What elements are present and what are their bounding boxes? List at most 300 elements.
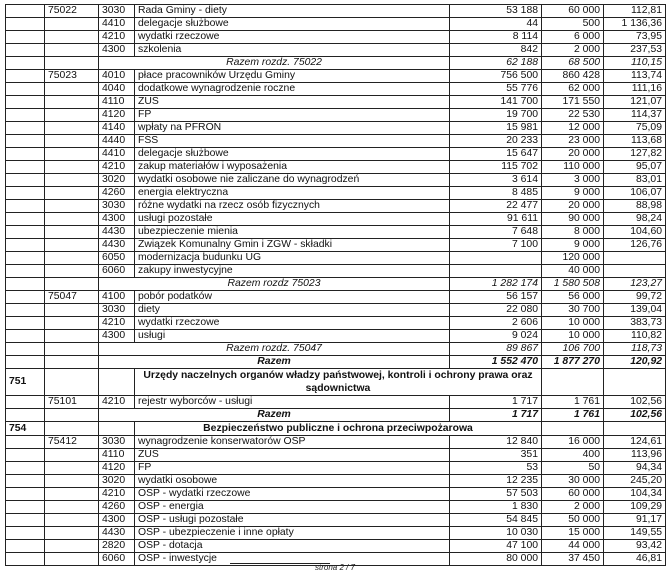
description-cell: ubezpieczenie mienia [135, 226, 450, 239]
division-cell [6, 291, 45, 304]
plan-cell: 2 000 [542, 44, 604, 57]
division-total-row [6, 356, 666, 369]
index-cell: 245,20 [604, 475, 666, 488]
paragraph-cell: 4410 [99, 18, 135, 31]
chapter-cell [45, 83, 99, 96]
plan-cell: 20 000 [542, 200, 604, 213]
paragraph-cell: 4300 [99, 330, 135, 343]
table-row [6, 18, 666, 31]
division-cell [6, 449, 45, 462]
execution-cell: 756 500 [450, 70, 542, 83]
table-row [6, 174, 666, 187]
total-label: Razem [99, 409, 450, 422]
paragraph-cell: 4210 [99, 396, 135, 409]
division-cell [6, 436, 45, 449]
table-row [6, 83, 666, 96]
paragraph-cell: 4430 [99, 226, 135, 239]
division-cell [6, 174, 45, 187]
table-row [6, 501, 666, 514]
table-row [6, 31, 666, 44]
description-cell: płace pracowników Urzędu Gminy [135, 70, 450, 83]
index-cell: 110,15 [604, 57, 666, 70]
execution-cell: 3 614 [450, 174, 542, 187]
execution-cell: 141 700 [450, 96, 542, 109]
description-cell: diety [135, 304, 450, 317]
division-cell [6, 343, 45, 356]
division-cell [6, 31, 45, 44]
chapter-cell [45, 148, 99, 161]
plan-cell: 30 700 [542, 304, 604, 317]
paragraph-cell: 4300 [99, 44, 135, 57]
chapter-cell [45, 265, 99, 278]
paragraph-cell: 4260 [99, 187, 135, 200]
index-cell: 94,34 [604, 462, 666, 475]
budget-table-body [6, 5, 666, 566]
chapter-cell [45, 422, 99, 436]
chapter-cell [45, 304, 99, 317]
execution-cell: 8 485 [450, 187, 542, 200]
division-cell [6, 475, 45, 488]
table-row [6, 44, 666, 57]
index-cell: 118,73 [604, 343, 666, 356]
division-cell [6, 70, 45, 83]
description-cell: FŚS [135, 135, 450, 148]
division-cell [6, 187, 45, 200]
description-cell: OSP - energia [135, 501, 450, 514]
chapter-cell [45, 122, 99, 135]
table-row [6, 226, 666, 239]
description-cell: różne wydatki na rzecz osób fizycznych [135, 200, 450, 213]
execution-cell: 7 648 [450, 226, 542, 239]
chapter-cell [45, 44, 99, 57]
paragraph-cell: 4300 [99, 213, 135, 226]
execution-cell: 53 188 [450, 5, 542, 18]
division-cell [6, 501, 45, 514]
chapter-cell: 75412 [45, 436, 99, 449]
chapter-cell [45, 161, 99, 174]
table-row [6, 330, 666, 343]
chapter-subtotal-row [6, 57, 666, 70]
table-row [6, 475, 666, 488]
execution-cell [450, 252, 542, 265]
execution-cell: 56 157 [450, 291, 542, 304]
table-row [6, 239, 666, 252]
division-cell [6, 540, 45, 553]
description-cell: wydatki osobowe [135, 475, 450, 488]
description-cell: FP [135, 462, 450, 475]
paragraph-cell: 4210 [99, 488, 135, 501]
plan-cell: 860 428 [542, 70, 604, 83]
plan-cell: 1 580 508 [542, 278, 604, 291]
table-row [6, 187, 666, 200]
paragraph-cell: 4040 [99, 83, 135, 96]
execution-cell: 842 [450, 44, 542, 57]
paragraph-cell: 3030 [99, 436, 135, 449]
description-cell: Związek Komunalny Gmin i ZGW - składki [135, 239, 450, 252]
index-cell: 104,60 [604, 226, 666, 239]
chapter-cell [45, 475, 99, 488]
division-cell [6, 135, 45, 148]
paragraph-cell: 6060 [99, 265, 135, 278]
plan-cell: 8 000 [542, 226, 604, 239]
table-row [6, 514, 666, 527]
description-cell: wpłaty na PFRON [135, 122, 450, 135]
division-cell [6, 200, 45, 213]
execution-cell: 1 552 470 [450, 356, 542, 369]
execution-cell: 80 000 [450, 553, 542, 566]
plan-cell: 10 000 [542, 330, 604, 343]
index-cell: 120,92 [604, 356, 666, 369]
table-row [6, 135, 666, 148]
execution-cell: 9 024 [450, 330, 542, 343]
division-cell [6, 57, 45, 70]
execution-cell: 22 477 [450, 200, 542, 213]
description-cell: FP [135, 109, 450, 122]
table-row [6, 161, 666, 174]
index-cell: 113,96 [604, 449, 666, 462]
plan-cell: 110 000 [542, 161, 604, 174]
index-cell [604, 369, 666, 396]
index-cell: 127,82 [604, 148, 666, 161]
chapter-cell [45, 31, 99, 44]
table-row [6, 265, 666, 278]
division-cell [6, 44, 45, 57]
chapter-cell [45, 200, 99, 213]
paragraph-cell: 3030 [99, 304, 135, 317]
description-cell: zakupy inwestycyjne [135, 265, 450, 278]
chapter-subtotal-row [6, 278, 666, 291]
table-row [6, 462, 666, 475]
index-cell: 88,98 [604, 200, 666, 213]
execution-cell: 47 100 [450, 540, 542, 553]
execution-cell: 57 503 [450, 488, 542, 501]
index-cell: 383,73 [604, 317, 666, 330]
index-cell: 106,07 [604, 187, 666, 200]
chapter-cell [45, 226, 99, 239]
division-header-row [6, 422, 666, 436]
execution-cell: 1 282 174 [450, 278, 542, 291]
plan-cell: 50 000 [542, 514, 604, 527]
plan-cell: 6 000 [542, 31, 604, 44]
plan-cell: 90 000 [542, 213, 604, 226]
division-cell [6, 5, 45, 18]
execution-cell: 1 830 [450, 501, 542, 514]
execution-cell: 54 845 [450, 514, 542, 527]
plan-cell: 12 000 [542, 122, 604, 135]
chapter-cell [45, 109, 99, 122]
total-label: Razem [99, 356, 450, 369]
table-row [6, 449, 666, 462]
paragraph-cell: 6050 [99, 252, 135, 265]
index-cell: 111,16 [604, 83, 666, 96]
division-cell [6, 213, 45, 226]
table-row [6, 488, 666, 501]
chapter-cell [45, 540, 99, 553]
plan-cell: 56 000 [542, 291, 604, 304]
division-cell [6, 304, 45, 317]
division-cell [6, 527, 45, 540]
subtotal-label: Razem rozdz. 75047 [99, 343, 450, 356]
paragraph-cell [99, 422, 135, 436]
chapter-cell [45, 514, 99, 527]
plan-cell: 3 000 [542, 174, 604, 187]
chapter-cell: 75101 [45, 396, 99, 409]
paragraph-cell: 4300 [99, 514, 135, 527]
plan-cell [542, 369, 604, 396]
chapter-cell [45, 187, 99, 200]
description-cell: wydatki rzeczowe [135, 31, 450, 44]
description-cell: OSP - ubezpieczenie i inne opłaty [135, 527, 450, 540]
chapter-cell [45, 356, 99, 369]
division-cell [6, 18, 45, 31]
table-row [6, 70, 666, 83]
table-row [6, 148, 666, 161]
paragraph-cell: 4210 [99, 161, 135, 174]
execution-cell: 89 867 [450, 343, 542, 356]
table-row [6, 317, 666, 330]
paragraph-cell: 4440 [99, 135, 135, 148]
execution-cell: 62 188 [450, 57, 542, 70]
paragraph-cell: 4210 [99, 317, 135, 330]
subtotal-label: Razem rozdz 75023 [99, 278, 450, 291]
plan-cell: 30 000 [542, 475, 604, 488]
description-cell: wynagrodzenie konserwatorów OSP [135, 436, 450, 449]
plan-cell [542, 422, 604, 436]
plan-cell: 1 877 270 [542, 356, 604, 369]
description-cell: rejestr wyborców - usługi [135, 396, 450, 409]
index-cell [604, 422, 666, 436]
description-cell: szkolenia [135, 44, 450, 57]
plan-cell: 1 761 [542, 409, 604, 422]
description-cell: energia elektryczna [135, 187, 450, 200]
division-cell [6, 265, 45, 278]
paragraph-cell: 3020 [99, 475, 135, 488]
plan-cell: 60 000 [542, 5, 604, 18]
index-cell: 75,09 [604, 122, 666, 135]
execution-cell: 22 080 [450, 304, 542, 317]
chapter-cell [45, 174, 99, 187]
index-cell: 149,55 [604, 527, 666, 540]
description-cell: wydatki rzeczowe [135, 317, 450, 330]
paragraph-cell: 4430 [99, 239, 135, 252]
table-row [6, 540, 666, 553]
division-title: Bezpieczeństwo publiczne i ochrona przeciwpożarowa [135, 422, 542, 436]
plan-cell: 20 000 [542, 148, 604, 161]
index-cell: 73,95 [604, 31, 666, 44]
paragraph-cell: 4210 [99, 31, 135, 44]
plan-cell: 120 000 [542, 252, 604, 265]
division-cell [6, 409, 45, 422]
index-cell: 123,27 [604, 278, 666, 291]
paragraph-cell: 4120 [99, 462, 135, 475]
index-cell: 83,01 [604, 174, 666, 187]
paragraph-cell: 4110 [99, 96, 135, 109]
chapter-cell [45, 278, 99, 291]
table-row [6, 213, 666, 226]
table-row [6, 5, 666, 18]
division-cell [6, 514, 45, 527]
chapter-cell [45, 527, 99, 540]
description-cell: zakup materiałów i wyposażenia [135, 161, 450, 174]
description-cell: ZUS [135, 449, 450, 462]
index-cell: 1 136,36 [604, 18, 666, 31]
execution-cell: 7 100 [450, 239, 542, 252]
division-cell [6, 317, 45, 330]
plan-cell: 16 000 [542, 436, 604, 449]
description-cell: pobór podatków [135, 291, 450, 304]
chapter-cell [45, 501, 99, 514]
chapter-cell [45, 317, 99, 330]
table-row [6, 200, 666, 213]
chapter-cell [45, 369, 99, 396]
plan-cell: 9 000 [542, 239, 604, 252]
execution-cell [450, 265, 542, 278]
plan-cell: 60 000 [542, 488, 604, 501]
plan-cell: 106 700 [542, 343, 604, 356]
index-cell: 124,61 [604, 436, 666, 449]
division-cell [6, 252, 45, 265]
description-cell: Rada Gminy - diety [135, 5, 450, 18]
chapter-cell [45, 462, 99, 475]
execution-cell: 1 717 [450, 409, 542, 422]
execution-cell: 53 [450, 462, 542, 475]
table-row [6, 291, 666, 304]
description-cell: modernizacja budunku UG [135, 252, 450, 265]
plan-cell: 37 450 [542, 553, 604, 566]
chapter-cell [45, 239, 99, 252]
index-cell: 110,82 [604, 330, 666, 343]
plan-cell: 23 000 [542, 135, 604, 148]
index-cell: 139,04 [604, 304, 666, 317]
chapter-cell [45, 488, 99, 501]
paragraph-cell [99, 369, 135, 396]
index-cell: 113,68 [604, 135, 666, 148]
index-cell [604, 265, 666, 278]
description-cell: usługi [135, 330, 450, 343]
table-row [6, 122, 666, 135]
plan-cell: 400 [542, 449, 604, 462]
description-cell: OSP - dotacja [135, 540, 450, 553]
table-row [6, 396, 666, 409]
division-cell [6, 488, 45, 501]
chapter-cell [45, 213, 99, 226]
paragraph-cell: 6060 [99, 553, 135, 566]
plan-cell: 68 500 [542, 57, 604, 70]
chapter-cell [45, 135, 99, 148]
execution-cell: 10 030 [450, 527, 542, 540]
execution-cell: 351 [450, 449, 542, 462]
description-cell: delegacje służbowe [135, 18, 450, 31]
description-cell: delegacje służbowe [135, 148, 450, 161]
paragraph-cell: 4110 [99, 449, 135, 462]
chapter-cell [45, 57, 99, 70]
division-header-row [6, 369, 666, 396]
index-cell: 46,81 [604, 553, 666, 566]
description-cell: OSP - usługi pozostałe [135, 514, 450, 527]
description-cell: usługi pozostałe [135, 213, 450, 226]
plan-cell: 2 000 [542, 501, 604, 514]
plan-cell: 10 000 [542, 317, 604, 330]
division-cell [6, 226, 45, 239]
chapter-cell [45, 96, 99, 109]
plan-cell: 22 530 [542, 109, 604, 122]
index-cell: 237,53 [604, 44, 666, 57]
execution-cell: 12 840 [450, 436, 542, 449]
chapter-cell [45, 18, 99, 31]
execution-cell: 1 717 [450, 396, 542, 409]
division-cell [6, 462, 45, 475]
chapter-subtotal-row [6, 343, 666, 356]
execution-cell: 55 776 [450, 83, 542, 96]
execution-cell: 15 647 [450, 148, 542, 161]
chapter-cell [45, 409, 99, 422]
paragraph-cell: 4430 [99, 527, 135, 540]
table-row [6, 436, 666, 449]
execution-cell: 115 702 [450, 161, 542, 174]
description-cell: wydatki osobowe nie zaliczane do wynagrodzeń [135, 174, 450, 187]
plan-cell: 500 [542, 18, 604, 31]
index-cell: 109,29 [604, 501, 666, 514]
index-cell: 121,07 [604, 96, 666, 109]
index-cell: 126,76 [604, 239, 666, 252]
division-cell [6, 330, 45, 343]
division-cell [6, 96, 45, 109]
table-row [6, 304, 666, 317]
division-cell [6, 396, 45, 409]
execution-cell: 91 611 [450, 213, 542, 226]
index-cell: 102,56 [604, 396, 666, 409]
chapter-cell: 75047 [45, 291, 99, 304]
plan-cell: 50 [542, 462, 604, 475]
index-cell: 93,42 [604, 540, 666, 553]
paragraph-cell: 2820 [99, 540, 135, 553]
description-cell: OSP - wydatki rzeczowe [135, 488, 450, 501]
division-cell [6, 239, 45, 252]
chapter-cell: 75023 [45, 70, 99, 83]
execution-cell: 19 700 [450, 109, 542, 122]
index-cell: 114,37 [604, 109, 666, 122]
chapter-cell: 75022 [45, 5, 99, 18]
index-cell: 112,81 [604, 5, 666, 18]
division-cell [6, 161, 45, 174]
paragraph-cell: 3030 [99, 5, 135, 18]
paragraph-cell: 4410 [99, 148, 135, 161]
execution-cell: 44 [450, 18, 542, 31]
chapter-cell [45, 449, 99, 462]
paragraph-cell: 3020 [99, 174, 135, 187]
plan-cell: 171 550 [542, 96, 604, 109]
division-number: 754 [6, 422, 45, 436]
division-cell [6, 356, 45, 369]
index-cell: 104,34 [604, 488, 666, 501]
page-footer: strona 2 / 7 [314, 563, 356, 572]
description-cell: ZUS [135, 96, 450, 109]
index-cell [604, 252, 666, 265]
execution-cell: 20 233 [450, 135, 542, 148]
plan-cell: 9 000 [542, 187, 604, 200]
index-cell: 98,24 [604, 213, 666, 226]
plan-cell: 62 000 [542, 83, 604, 96]
subtotal-label: Razem rozdz. 75022 [99, 57, 450, 70]
chapter-cell [45, 252, 99, 265]
division-cell [6, 278, 45, 291]
division-cell [6, 122, 45, 135]
plan-cell: 15 000 [542, 527, 604, 540]
paragraph-cell: 4010 [99, 70, 135, 83]
table-row [6, 96, 666, 109]
execution-cell: 15 981 [450, 122, 542, 135]
table-row [6, 252, 666, 265]
